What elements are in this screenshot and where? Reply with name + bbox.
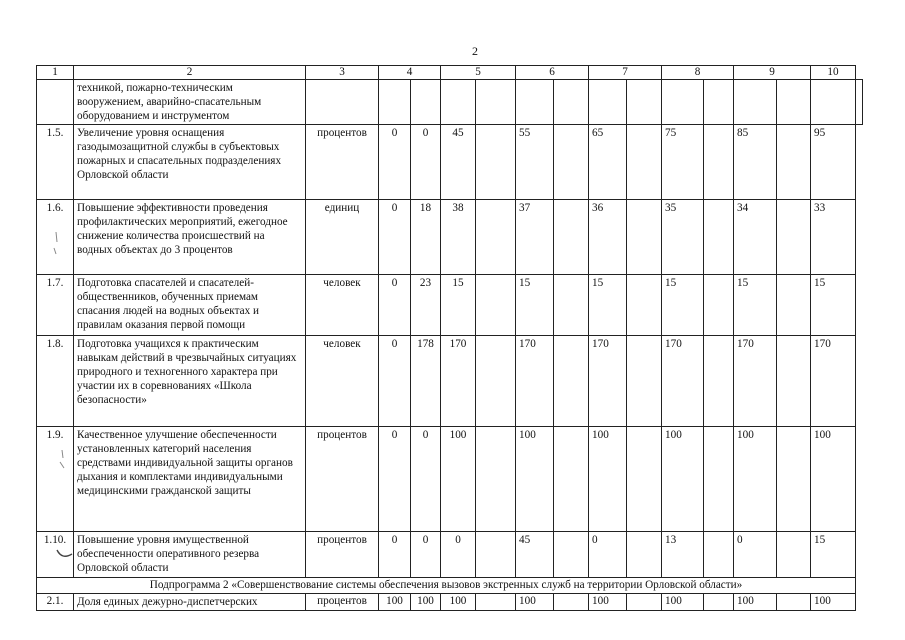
unit-cell: процентов [306, 427, 379, 532]
indicator-description: Качественное улучшение обеспеченности установленных категорий населения средствами индивидуальной защиты органов дыхания и комплектами индивидуальными медицинскими гражданской защиты [74, 427, 306, 532]
subprogram-row [37, 578, 863, 594]
value-cell: 0 [411, 125, 441, 200]
value-cell: 15 [811, 532, 856, 578]
value-cell: 170 [441, 336, 476, 427]
value-cell: 0 [589, 532, 627, 578]
value-cell: 34 [734, 200, 777, 275]
value-cell: 37 [516, 200, 554, 275]
indicator-description: Доля единых дежурно-диспетчерских [74, 594, 306, 611]
value-cell: 100 [441, 427, 476, 532]
value-cell: 18 [411, 200, 441, 275]
header-cell: 1 [37, 66, 74, 80]
value-cell: 15 [811, 275, 856, 336]
header-cell: 7 [589, 66, 662, 80]
header-cell: 10 [811, 66, 856, 80]
value-cell: 170 [516, 336, 554, 427]
value-cell: 15 [441, 275, 476, 336]
value-cell: 178 [411, 336, 441, 427]
table-row [37, 594, 863, 611]
value-cell: 15 [516, 275, 554, 336]
value-cell: 65 [589, 125, 627, 200]
row-number: 1.6. [37, 200, 74, 275]
value-cell: 100 [379, 594, 411, 611]
value-cell: 55 [516, 125, 554, 200]
value-cell: 13 [662, 532, 704, 578]
value-cell: 100 [411, 594, 441, 611]
row-number: 1.7. [37, 275, 74, 336]
table-row [37, 427, 863, 532]
value-cell: 36 [589, 200, 627, 275]
value-cell: 0 [379, 336, 411, 427]
header-row [37, 66, 863, 80]
value-cell: 170 [811, 336, 856, 427]
header-cell: 5 [441, 66, 516, 80]
table-row [37, 80, 863, 125]
page-number: 2 [472, 44, 478, 58]
value-cell: 100 [734, 594, 777, 611]
value-cell: 15 [734, 275, 777, 336]
value-cell: 45 [516, 532, 554, 578]
value-cell: 100 [441, 594, 476, 611]
table-row [37, 532, 863, 578]
unit-cell: человек [306, 275, 379, 336]
value-cell: 0 [379, 275, 411, 336]
indicator-description: Подготовка спасателей и спасателей-общественников, обученных приемам спасания людей на водных объектах и правилам оказания первой помощи [74, 275, 306, 336]
indicator-description: техникой, пожарно-техническим вооружением, аварийно-спасательным оборудованием и инструментом [74, 80, 306, 125]
value-cell: 95 [811, 125, 856, 200]
value-cell: 85 [734, 125, 777, 200]
row-number: 2.1. [37, 594, 74, 611]
value-cell: 100 [589, 427, 627, 532]
value-cell: 45 [441, 125, 476, 200]
value-cell: 0 [411, 427, 441, 532]
value-cell: 170 [734, 336, 777, 427]
row-number: 1.9. [37, 427, 74, 532]
value-cell: 100 [516, 594, 554, 611]
value-cell: 15 [662, 275, 704, 336]
row-number: 1.8. [37, 336, 74, 427]
value-cell: 75 [662, 125, 704, 200]
unit-cell: процентов [306, 532, 379, 578]
value-cell: 0 [379, 532, 411, 578]
value-cell: 0 [441, 532, 476, 578]
pen-mark-icon [54, 546, 76, 564]
value-cell: 170 [589, 336, 627, 427]
value-cell: 0 [379, 200, 411, 275]
value-cell: 170 [662, 336, 704, 427]
value-cell: 23 [411, 275, 441, 336]
value-cell: 100 [811, 427, 856, 532]
pen-mark-icon [44, 228, 68, 258]
value-cell: 38 [441, 200, 476, 275]
row-number: 1.5. [37, 125, 74, 200]
header-cell: 6 [516, 66, 589, 80]
value-cell: 15 [589, 275, 627, 336]
header-cell: 8 [662, 66, 734, 80]
value-cell: 100 [662, 427, 704, 532]
header-cell: 9 [734, 66, 811, 80]
indicator-description: Увеличение уровня оснащения газодымозащитной службы в субъектовых пожарных и спасательных подразделениях Орловской области [74, 125, 306, 200]
unit-cell: процентов [306, 125, 379, 200]
indicator-description: Подготовка учащихся к практическим навыкам действий в чрезвычайных ситуациях природного и техногенного характера при участии их в соревнованиях «Школа безопасности» [74, 336, 306, 427]
table-row [37, 200, 863, 275]
value-cell: 35 [662, 200, 704, 275]
indicator-description: Повышение уровня имущественной обеспеченности оперативного резерва Орловской области [74, 532, 306, 578]
table-row [37, 125, 863, 200]
unit-cell: процентов [306, 594, 379, 611]
unit-cell: единиц [306, 200, 379, 275]
value-cell: 0 [379, 427, 411, 532]
value-cell: 100 [589, 594, 627, 611]
table-row [37, 275, 863, 336]
pen-mark-icon [54, 446, 74, 476]
value-cell: 0 [379, 125, 411, 200]
subprogram-title: Подпрограмма 2 «Совершенствование системы обеспечения вызовов экстренных служб на территории Орловской области» [37, 578, 856, 594]
value-cell: 100 [516, 427, 554, 532]
value-cell: 100 [662, 594, 704, 611]
indicator-description: Повышение эффективности проведения профилактических мероприятий, ежегодное снижение количества происшествий на водных объектах до 3 процентов [74, 200, 306, 275]
header-cell: 3 [306, 66, 379, 80]
header-cell: 4 [379, 66, 441, 80]
indicators-table [36, 65, 863, 611]
table-row [37, 336, 863, 427]
value-cell: 0 [411, 532, 441, 578]
row-number: 1.10. [37, 532, 74, 578]
unit-cell: человек [306, 336, 379, 427]
value-cell: 100 [811, 594, 856, 611]
value-cell: 0 [734, 532, 777, 578]
value-cell: 100 [734, 427, 777, 532]
value-cell: 33 [811, 200, 856, 275]
header-cell: 2 [74, 66, 306, 80]
